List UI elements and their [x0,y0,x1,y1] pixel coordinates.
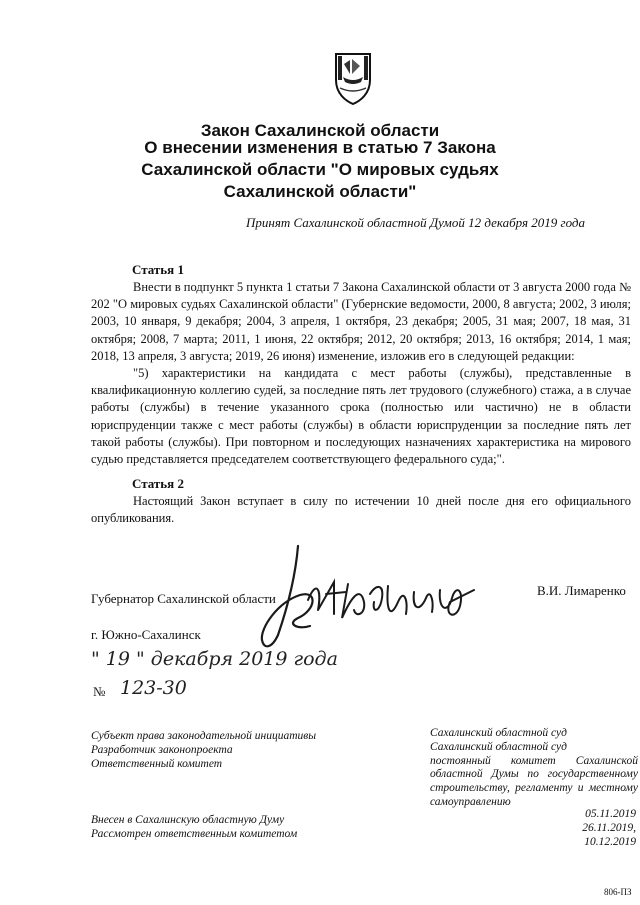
value-initiative-subject: Сахалинский областной суд [430,727,567,739]
handwritten-signature [238,540,528,660]
label-initiative-subject: Субъект права законодательной инициативы [91,730,317,742]
handwritten-date: " 19 " декабря 2019 года [91,648,338,670]
value-developer: Сахалинский областной суд [430,740,567,753]
signatory-position: Губернатор Сахалинской области [91,591,276,606]
footer-dates [540,808,636,849]
article-1-paragraph-2: "5) характеристики на кандидата с мест работы (службы), представленные в квалификационную коллегию судей, за последние пять лет трудового (служебного) стажа, а в случае работы (службы) в течение указанного срока (полностью или частично) не в области юриспруденции также с мест работы (службы) в области юриспруденции за последние пять лет такой работы (службы). При повторном и последующих назначениях характеристика на мирового судью представляется председателем соответствующего федерального суда;". [91,366,631,467]
article-2-paragraph-1: Настоящий Закон вступает в силу по истечении 10 дней после дня его официального опубликования. [91,494,631,526]
date-reviewed: 26.11.2019, [582,821,636,834]
document-title-line-1: Закон Сахалинской области [200,121,440,140]
article-2-heading: Статья 2 [132,476,184,491]
city-line: г. Южно-Сахалинск [91,627,201,642]
handwritten-law-number: 123-30 [120,677,187,699]
footer-labels [91,730,316,771]
footer-values [430,727,638,810]
label-reviewed: Рассмотрен ответственным комитетом [91,827,298,840]
page-code: 806-ПЗ [604,887,632,897]
sakhalin-coat-of-arms-icon [330,50,376,106]
footer-date-labels [91,814,297,842]
document-title-line-2: О внесении изменения в статью 7 Закона [144,138,496,157]
label-developer: Разработчик законопроекта [91,743,233,756]
date-submitted: 05.11.2019 [585,808,636,820]
adoption-note: Принят Сахалинской областной Думой 12 декабря 2019 года [246,215,585,230]
label-submitted: Внесен в Сахалинскую областную Думу [91,814,285,826]
label-responsible-committee: Ответственный комитет [91,757,223,770]
signatory-name: В.И. Лимаренко [537,583,626,598]
article-1-body [91,279,631,468]
law-number-prefix: № [93,684,106,699]
document-title-line-4: Сахалинской области" [223,182,417,201]
document-title-line-3: Сахалинской области "О мировых судьях [141,160,499,179]
article-2-body [91,493,631,527]
article-1-paragraph-1: Внести в подпункт 5 пункта 1 статьи 7 Закона Сахалинской области от 3 августа 2000 года № 202 "О мировых судьях Сахалинской области" (Губернские ведомости, 2000, 8 августа; 2002, 3 июля; 2003, 10 января, 9 декабря; 2004, 3 апреля, 1 октября, 23 декабря; 2005, 31 мая; 2007, 18 мая, 31 октября; 2008, 7 марта; 2011, 1 июня, 22 октября; 2012, 20 октября; 2013, 16 октября; 2014, 1 мая; 2018, 13 апреля, 3 августа; 2019, 26 июня) изменение, изложив его в следующей редакции: [91,280,631,363]
value-responsible-committee: постоянный комитет Сахалинской областной Думы по государственному строительству, регламенту и местному самоуправлению [430,754,638,808]
date-reviewed-2: 10.12.2019 [584,835,636,848]
article-1-heading: Статья 1 [132,262,184,277]
